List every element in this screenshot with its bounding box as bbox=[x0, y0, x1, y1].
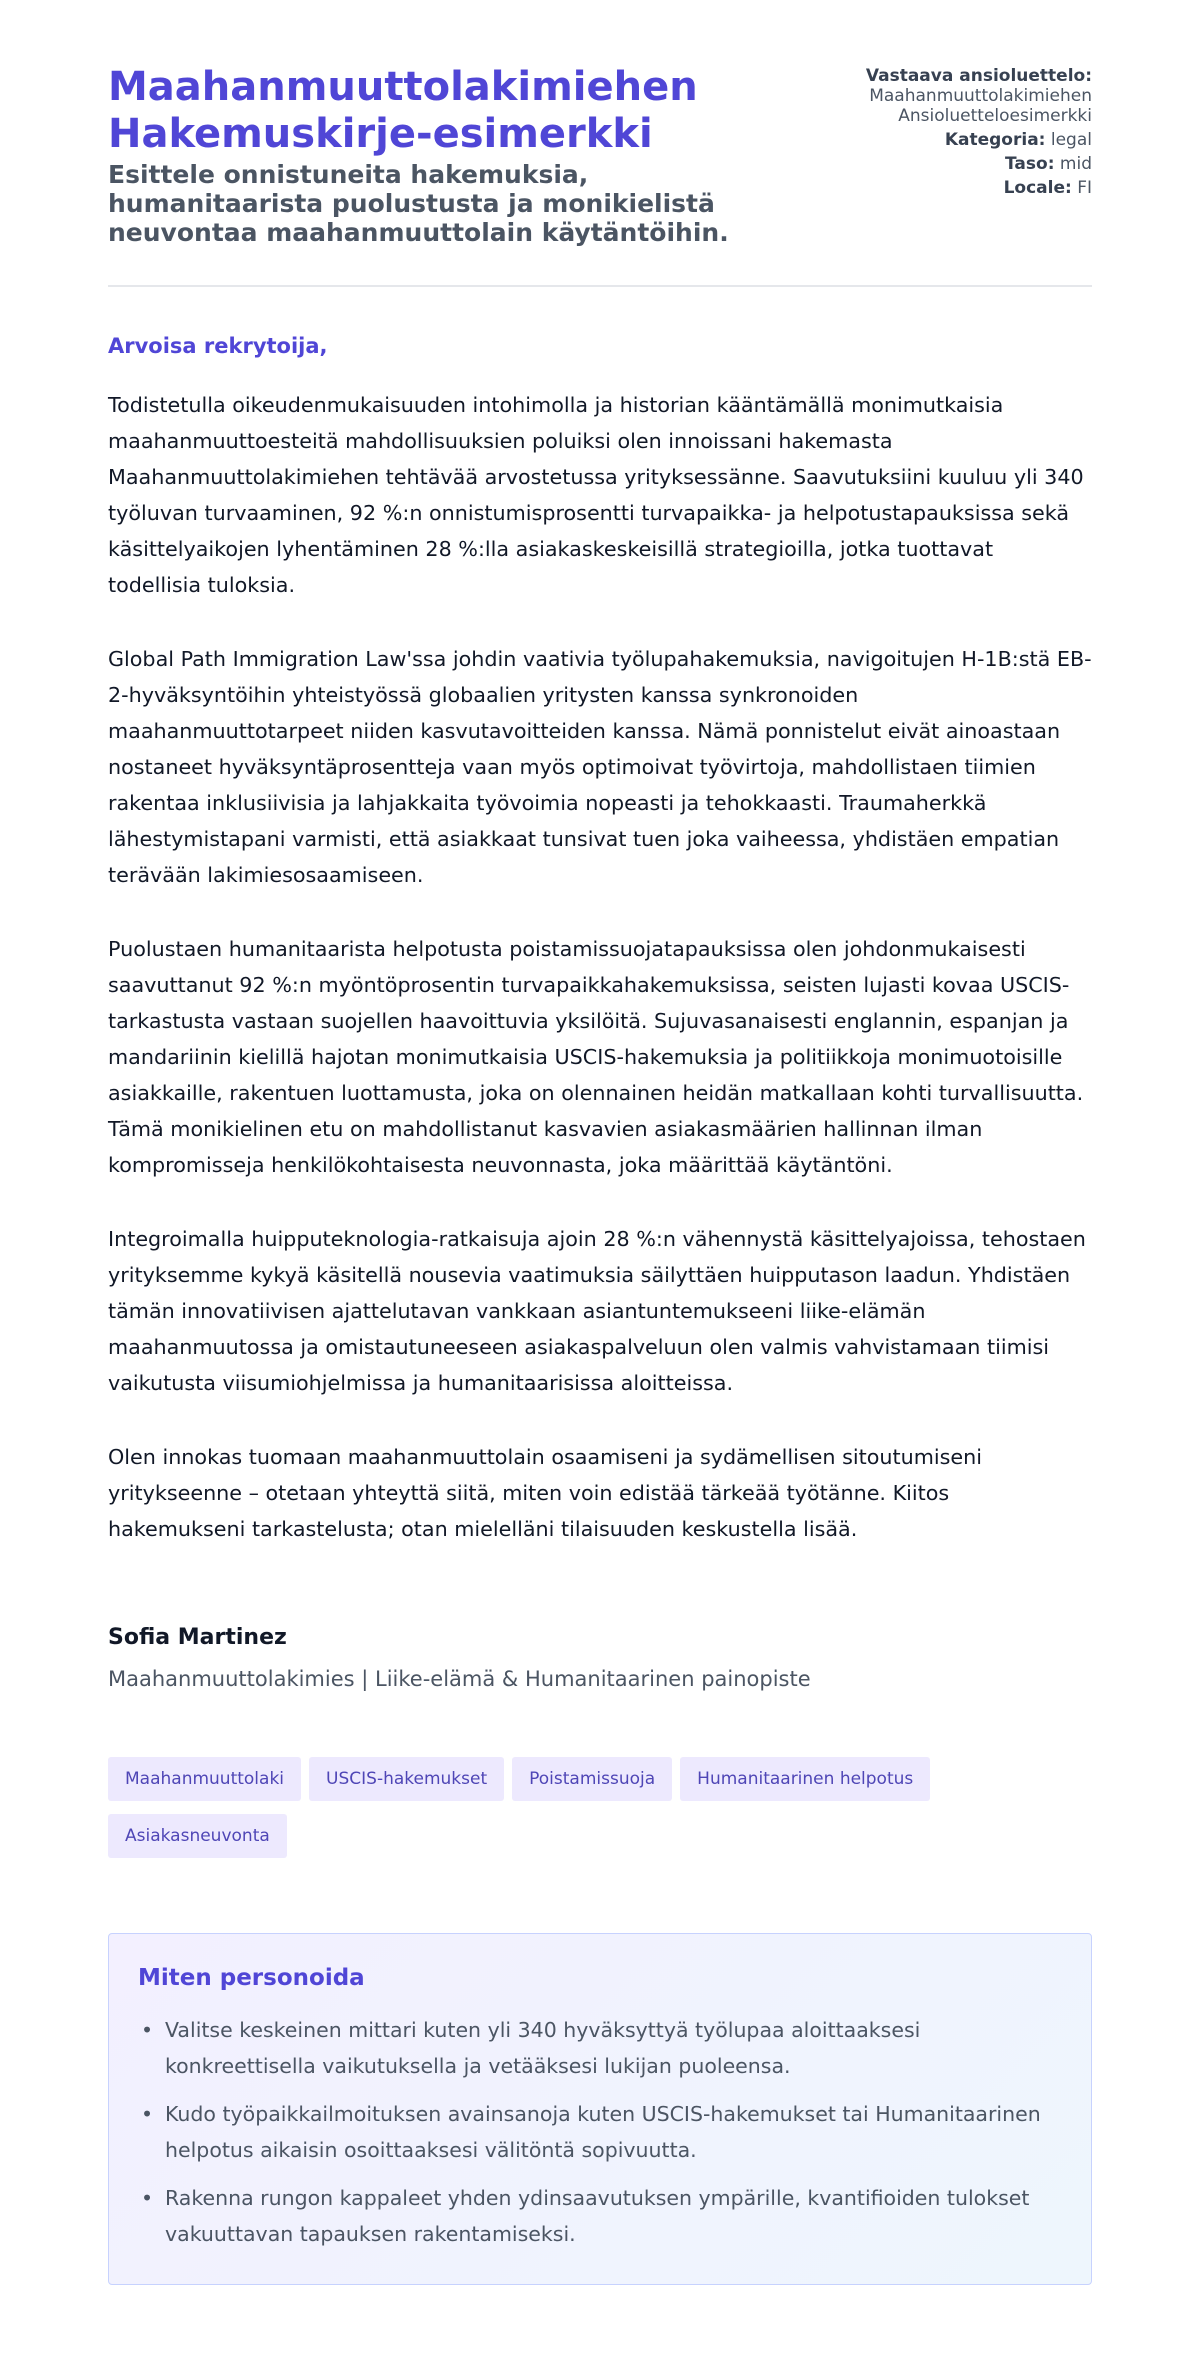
letter-paragraph: Global Path Immigration Law'ssa johdin vaativia työlupahakemuksia, navigoitujen H-1B:stä EB-2-hyväksyntöihin yhteistyössä globaalien yritysten kanssa synkronoiden maahanmuuttotarpeet niiden kasvutavoitteiden kanssa. Nämä ponnistelut eivät ainoastaan nostaneet hyväksyntäprosentteja vaan myös optimoivat työvirtoja, mahdollistaen tiimien rakentaa inklusiivisia ja lahjakkaita työvoimia nopeasti ja tehokkaasti. Traumaherkkä lähestymistapani varmisti, että asiakkaat tunsivat tuen joka vaiheessa, yhdistäen empatian terävään lakimiesosaamiseen. bbox=[108, 647, 1092, 887]
meta-category-label: Kategoria: bbox=[944, 130, 1046, 150]
tips-item-text: Rakenna rungon kappaleet yhden ydinsaavutuksen ympärille, kvantifioiden tulokset vakuuttavan tapauksen rakentamiseksi. bbox=[165, 2186, 1030, 2246]
page-title: Maahanmuuttolakimiehen Hakemuskirje-esimerkki bbox=[108, 64, 698, 157]
tips-item-text: Kudo työpaikkailmoituksen avainsanoja kuten USCIS-hakemukset tai Humanitaarinen helpotus aikaisin osoittaaksesi välitöntä sopivuutta. bbox=[165, 2102, 1041, 2162]
bullet-icon: • bbox=[141, 2018, 154, 2042]
tips-list-item bbox=[138, 2012, 1058, 2084]
tips-item-text: Valitse keskeinen mittari kuten yli 340 hyväksyttyä työlupaa aloittaaksesi konkreettisella vaikutuksella ja vetääksesi lukijan puoleensa. bbox=[165, 2018, 921, 2078]
meta-level-value: mid bbox=[1059, 154, 1092, 174]
keyword-tag[interactable]: Poistamissuoja bbox=[512, 1757, 672, 1801]
tips-title: Miten personoida bbox=[138, 1965, 365, 1991]
meta-matching-resume bbox=[762, 66, 1092, 126]
letter-salutation: Arvoisa rekrytoija, bbox=[108, 334, 328, 358]
letter-paragraph: Integroimalla huipputeknologia-ratkaisuja ajoin 28 %:n vähennystä käsittelyajoissa, tehostaen yrityksemme kykyä käsitellä nousevia vaatimuksia säilyttäen huipputason laadun. Yhdistäen tämän innovatiivisen ajattelutavan vankkaan asiantuntemukseeni liike-elämän maahanmuutossa ja omistautuneeseen asiakaspalveluun olen valmis vahvistamaan tiimisi vaikutusta viisumiohjelmissa ja humanitaarisissa aloitteissa. bbox=[108, 1227, 1086, 1395]
keyword-tags bbox=[108, 1757, 1008, 1871]
keyword-tag[interactable]: USCIS-hakemukset bbox=[309, 1757, 504, 1801]
meta-resume-label: Vastaava ansioluettelo: bbox=[865, 66, 1092, 86]
tips-list-item bbox=[138, 2096, 1058, 2168]
keyword-tag[interactable]: Maahanmuuttolaki bbox=[108, 1757, 301, 1801]
bullet-icon: • bbox=[141, 2186, 154, 2210]
letter-paragraph: Todistetulla oikeudenmukaisuuden intohimolla ja historian kääntämällä monimutkaisia maahanmuuttoesteitä mahdollisuuksien poluiksi olen innoissani hakemasta Maahanmuuttolakimiehen tehtävää arvostetussa yrityksessänne. Saavutuksiini kuuluu yli 340 työluvan turvaaminen, 92 %:n onnistumisprosentti turvapaikka- ja helpotustapauksissa sekä käsittelyaikojen lyhentäminen 28 %:lla asiakaskeskeisillä strategioilla, jotka tuottavat todellisia tuloksia. bbox=[108, 393, 1084, 597]
page-subtitle: Esittele onnistuneita hakemuksia, humanitaarista puolustusta ja monikielistä neuvontaa maahanmuuttolain käytäntöihin. bbox=[108, 160, 729, 247]
meta-locale bbox=[762, 178, 1092, 198]
meta-level bbox=[762, 154, 1092, 174]
meta-resume-link[interactable]: Maahanmuuttolakimiehen Ansioluetteloesimerkki bbox=[869, 86, 1092, 126]
bullet-icon: • bbox=[141, 2102, 154, 2126]
keyword-tag[interactable]: Asiakasneuvonta bbox=[108, 1814, 287, 1858]
meta-level-label: Taso: bbox=[1005, 154, 1055, 174]
tips-list bbox=[138, 2012, 1058, 2264]
meta-category-value: legal bbox=[1050, 130, 1092, 150]
meta-category bbox=[762, 130, 1092, 150]
personalization-tips-box bbox=[108, 1933, 1092, 2285]
tips-list-item bbox=[138, 2180, 1058, 2252]
signature-title: Maahanmuuttolakimies | Liike-elämä & Humanitaarinen painopiste bbox=[108, 1667, 811, 1691]
letter-paragraph: Olen innokas tuomaan maahanmuuttolain osaamiseni ja sydämellisen sitoutumiseni yritykseenne – otetaan yhteyttä siitä, miten voin edistää tärkeää työtänne. Kiitos hakemukseni tarkastelusta; otan mielelläni tilaisuuden keskustella lisää. bbox=[108, 1445, 982, 1541]
meta-panel bbox=[762, 66, 1092, 202]
cover-letter-page bbox=[108, 0, 1092, 2246]
keyword-tag[interactable]: Humanitaarinen helpotus bbox=[680, 1757, 930, 1801]
signature-name: Sofia Martinez bbox=[108, 1625, 287, 1650]
meta-locale-label: Locale: bbox=[1003, 178, 1072, 198]
letter-body bbox=[108, 387, 1092, 1585]
meta-locale-value: FI bbox=[1077, 178, 1092, 198]
page-header bbox=[108, 0, 1092, 287]
letter-paragraph: Puolustaen humanitaarista helpotusta poistamissuojatapauksissa olen johdonmukaisesti saavuttanut 92 %:n myöntöprosentin turvapaikkahakemuksissa, seisten lujasti kovaa USCIS-tarkastusta vastaan suojellen haavoittuvia yksilöitä. Sujuvasanaisesti englannin, espanjan ja mandariinin kielillä hajotan monimutkaisia USCIS-hakemuksia ja politiikkoja monimuotoisille asiakkaille, rakentuen luottamusta, joka on olennainen heidän matkallaan kohti turvallisuutta. Tämä monikielinen etu on mahdollistanut kasvavien asiakasmäärien hallinnan ilman kompromisseja henkilökohtaisesta neuvonnasta, joka määrittää käytäntöni. bbox=[108, 937, 1084, 1177]
